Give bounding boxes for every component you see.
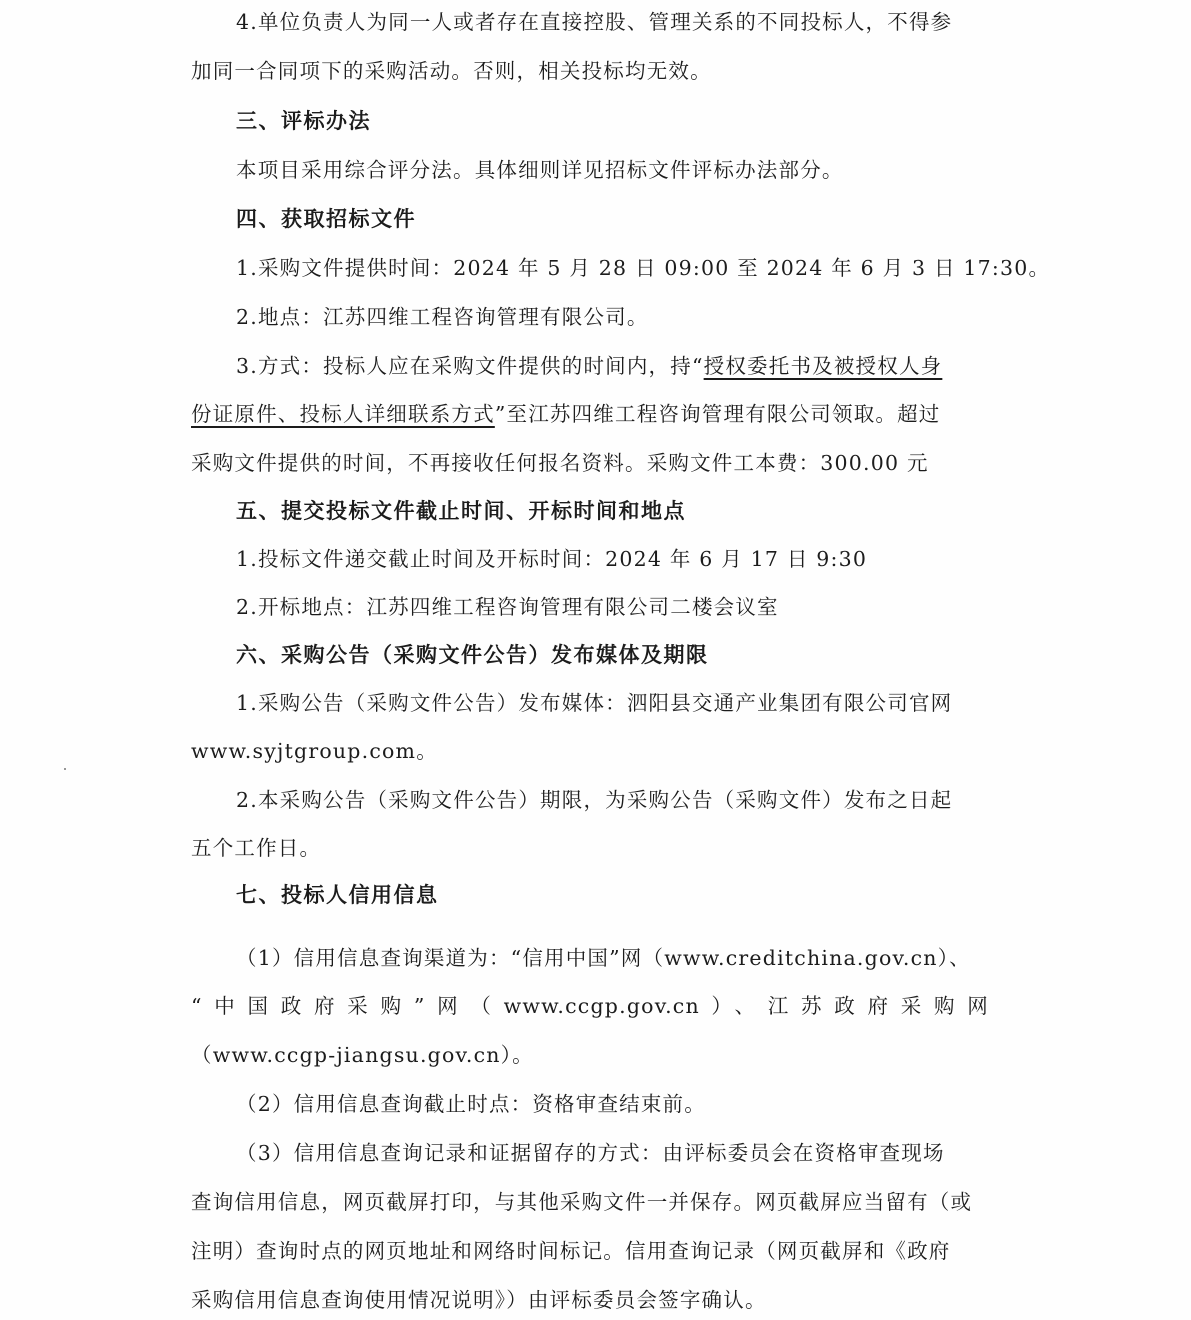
section4-item3-underlined-2: 份证原件、投标人详细联系方式: [191, 402, 495, 426]
section4-item3-line3: 采购文件提供的时间，不再接收任何报名资料。采购文件工本费：300.00 元: [191, 451, 929, 475]
section7-item1-line2: “中国政府采购”网（www.ccgp.gov.cn）、江苏政府采购网: [191, 994, 989, 1018]
section6-heading: 六、采购公告（采购文件公告）发布媒体及期限: [236, 643, 709, 667]
section4-item3-line2: [191, 400, 941, 428]
section3-heading: 三、评标办法: [236, 109, 371, 133]
section4-item3-prefix: 3.方式：投标人应在采购文件提供的时间内，持“: [236, 354, 704, 378]
section4-item3-suffix: ”至江苏四维工程咨询管理有限公司领取。超过: [494, 402, 941, 426]
section6-item2-line2: 五个工作日。: [191, 836, 322, 860]
section3-text: 本项目采用综合评分法。具体细则详见招标文件评标办法部分。: [236, 158, 844, 182]
scan-speck: [64, 768, 66, 770]
section4-item3-line1: [236, 352, 942, 380]
section7-item3-line2: 查询信用信息，网页截屏打印，与其他采购文件一并保存。网页截屏应当留有（或: [191, 1190, 973, 1214]
section7-item3-line3: 注明）查询时点的网页地址和网络时间标记。信用查询记录（网页截屏和《政府: [191, 1239, 951, 1263]
section6-item2-line1: 2.本采购公告（采购文件公告）期限，为采购公告（采购文件）发布之日起: [236, 788, 953, 812]
section5-item2: 2.开标地点：江苏四维工程咨询管理有限公司二楼会议室: [236, 595, 779, 619]
section7-item1-line3: （www.ccgp-jiangsu.gov.cn）。: [191, 1043, 534, 1067]
section7-item1-line1: （1）信用信息查询渠道为：“信用中国”网（www.creditchina.gov.cn）、: [236, 946, 971, 970]
section6-item1-line1: 1.采购公告（采购文件公告）发布媒体：泗阳县交通产业集团有限公司官网: [236, 691, 953, 715]
section4-heading: 四、获取招标文件: [236, 207, 416, 231]
item4-line1: 4.单位负责人为同一人或者存在直接控股、管理关系的不同投标人，不得参: [236, 10, 953, 34]
section7-item2: （2）信用信息查询截止时点：资格审查结束前。: [236, 1092, 706, 1116]
section6-item1-line2: www.syjtgroup.com。: [191, 739, 438, 763]
item4-line2: 加同一合同项下的采购活动。否则，相关投标均无效。: [191, 59, 712, 83]
section7-item3-line1: （3）信用信息查询记录和证据留存的方式：由评标委员会在资格审查现场: [236, 1141, 945, 1165]
section5-heading: 五、提交投标文件截止时间、开标时间和地点: [236, 499, 686, 523]
section7-item3-line4: 采购信用信息查询使用情况说明》）由评标委员会签字确认。: [191, 1288, 767, 1312]
section5-item1: 1.投标文件递交截止时间及开标时间：2024 年 6 月 17 日 9:30: [236, 547, 868, 571]
section4-item2: 2.地点：江苏四维工程咨询管理有限公司。: [236, 305, 649, 329]
section4-item1: 1.采购文件提供时间：2024 年 5 月 28 日 09:00 至 2024 年 6 月 3 日 17:30。: [236, 256, 1051, 280]
section4-item3-underlined-1: 授权委托书及被授权人身: [703, 354, 943, 378]
section7-heading: 七、投标人信用信息: [236, 883, 439, 907]
